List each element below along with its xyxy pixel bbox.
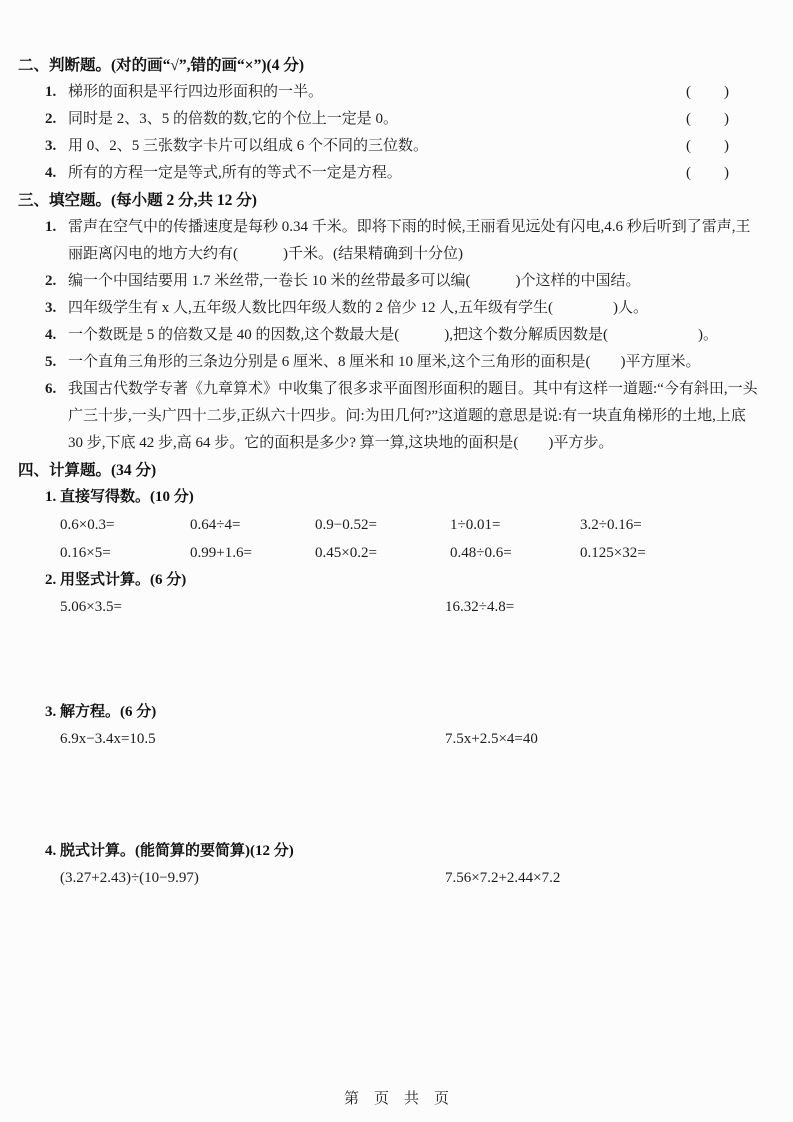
stepwise-expression-right: 7.56×7.2+2.44×7.2 bbox=[445, 870, 561, 886]
oral-expression: 0.125×32= bbox=[580, 545, 646, 561]
answer-blank: ( ) bbox=[686, 111, 730, 127]
item-number: 2. bbox=[45, 111, 57, 127]
calc-section-title: 四、计算题。(34 分) bbox=[18, 462, 157, 479]
fill-item bbox=[45, 376, 760, 457]
vertical-expression-left: 5.06×3.5= bbox=[60, 599, 122, 615]
calc-vertical-block bbox=[18, 567, 760, 699]
item-text: 所有的方程一定是等式,所有的等式不一定是方程。 bbox=[68, 165, 402, 181]
calc-stepwise-title: 4. 脱式计算。(能简算的要简算)(12 分) bbox=[45, 843, 294, 859]
oral-expression: 0.16×5= bbox=[60, 545, 111, 561]
answer-blank: ( ) bbox=[686, 165, 730, 181]
fill-item bbox=[45, 349, 760, 376]
oral-expression: 0.45×0.2= bbox=[315, 545, 377, 561]
calc-equation-block bbox=[18, 699, 760, 838]
fill-item bbox=[45, 322, 760, 349]
stepwise-expressions bbox=[18, 865, 760, 892]
item-text: 编一个中国结要用 1.7 米丝带,一卷长 10 米的丝带最多可以编( )个这样的中国结。 bbox=[68, 273, 641, 289]
item-number: 1. bbox=[45, 219, 57, 235]
oral-expression: 0.6×0.3= bbox=[60, 517, 115, 533]
equation-right: 7.5x+2.5×4=40 bbox=[445, 731, 538, 747]
stepwise-expression-left: (3.27+2.43)÷(10−9.97) bbox=[60, 870, 199, 886]
item-text: 雷声在空气中的传播速度是每秒 0.34 千米。即将下雨的时候,王丽看见远处有闪电,4.6 秒后听到了雷声,王丽距离闪电的地方大约有( )千米。(结果精确到十分位) bbox=[68, 219, 751, 262]
page-footer: 第 页 共 页 bbox=[343, 1091, 449, 1107]
item-number: 1. bbox=[45, 84, 57, 100]
judgment-item bbox=[45, 160, 760, 187]
calc-oral-title: 1. 直接写得数。(10 分) bbox=[45, 489, 194, 505]
vertical-expression-right: 16.32÷4.8= bbox=[445, 599, 515, 615]
oral-expression: 0.9−0.52= bbox=[315, 517, 377, 533]
oral-expression: 0.64÷4= bbox=[190, 517, 241, 533]
item-number: 6. bbox=[45, 381, 57, 397]
judgment-item bbox=[45, 79, 760, 106]
item-number: 3. bbox=[45, 138, 57, 154]
equation-left: 6.9x−3.4x=10.5 bbox=[60, 731, 156, 747]
fill-item bbox=[45, 295, 760, 322]
calc-stepwise-block bbox=[18, 838, 760, 892]
item-number: 5. bbox=[45, 354, 57, 370]
item-number: 3. bbox=[45, 300, 57, 316]
fill-item bbox=[45, 214, 760, 268]
judgment-items bbox=[18, 79, 760, 187]
item-number: 2. bbox=[45, 273, 57, 289]
answer-blank: ( ) bbox=[686, 138, 730, 154]
item-text: 我国古代数学专著《九章算术》中收集了很多求平面图形面积的题目。其中有这样一道题:“今有斜田,一头广三十步,一头广四十二步,正纵六十四步。问:为田几何?”这道题的意思是说:有一块直角梯形的土地,上底 30 步,下底 42 步,高 64 步。它的面积是多少? 算一算,这块地的面积是( )平方步。 bbox=[68, 381, 758, 451]
section-calc bbox=[18, 457, 760, 892]
item-text: 同时是 2、3、5 的倍数的数,它的个位上一定是 0。 bbox=[68, 111, 399, 127]
item-text: 梯形的面积是平行四边形面积的一半。 bbox=[68, 84, 324, 100]
calc-vertical-title: 2. 用竖式计算。(6 分) bbox=[45, 572, 187, 588]
oral-expression: 1÷0.01= bbox=[450, 517, 501, 533]
section-fill bbox=[18, 187, 760, 457]
calc-oral-block bbox=[18, 484, 760, 567]
answer-blank: ( ) bbox=[686, 84, 730, 100]
oral-expression: 0.99+1.6= bbox=[190, 545, 252, 561]
item-text: 四年级学生有 x 人,五年级人数比四年级人数的 2 倍少 12 人,五年级有学生( )人。 bbox=[68, 300, 648, 316]
oral-expression: 3.2÷0.16= bbox=[580, 517, 642, 533]
fill-items bbox=[18, 214, 760, 457]
judgment-item bbox=[45, 133, 760, 160]
judgment-section-title: 二、判断题。(对的画“√”,错的画“×”)(4 分) bbox=[18, 57, 304, 74]
judgment-item bbox=[45, 106, 760, 133]
item-number: 4. bbox=[45, 327, 57, 343]
item-text: 一个数既是 5 的倍数又是 40 的因数,这个数最大是( ),把这个数分解质因数是( )。 bbox=[68, 327, 718, 343]
section-judgment bbox=[18, 52, 760, 187]
vertical-workspace bbox=[18, 621, 760, 699]
calc-equation-title: 3. 解方程。(6 分) bbox=[45, 704, 157, 720]
oral-grid-row1 bbox=[18, 511, 760, 539]
oral-grid-row2 bbox=[18, 539, 760, 567]
item-number: 4. bbox=[45, 165, 57, 181]
oral-expression: 0.48÷0.6= bbox=[450, 545, 512, 561]
item-text: 用 0、2、5 三张数字卡片可以组成 6 个不同的三位数。 bbox=[68, 138, 429, 154]
equation-workspace bbox=[18, 753, 760, 838]
equation-expressions bbox=[18, 726, 760, 753]
fill-section-title: 三、填空题。(每小题 2 分,共 12 分) bbox=[18, 192, 257, 209]
item-text: 一个直角三角形的三条边分别是 6 厘米、8 厘米和 10 厘米,这个三角形的面积是( )平方厘米。 bbox=[68, 354, 701, 370]
vertical-expressions bbox=[18, 594, 760, 621]
fill-item bbox=[45, 268, 760, 295]
